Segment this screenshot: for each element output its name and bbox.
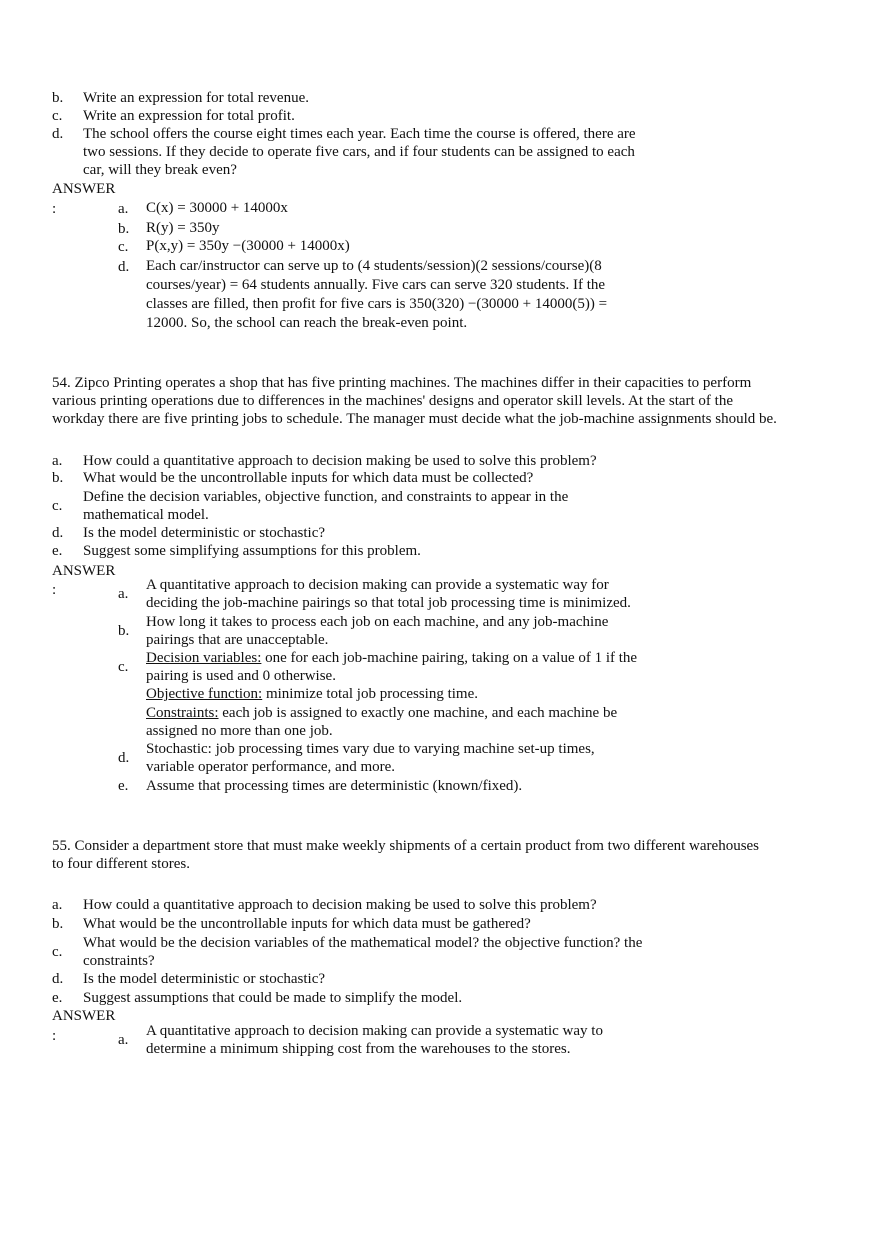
q53-item-b-text: Write an expression for total revenue. (83, 90, 309, 106)
q55-item-e-label: e. (52, 990, 63, 1006)
q53-item-d-label: d. (52, 126, 64, 142)
q53-answer-a-text: C(x) = 30000 + 14000x (146, 200, 288, 216)
q55-answer-label: ANSWER (52, 1008, 116, 1024)
q55-item-c-text: What would be the decision variables of the mathematical model? the objective function? the constraints? (83, 935, 643, 969)
decision-variables-continuation: pairing is used and 0 otherwise. (146, 668, 336, 684)
q55-item-b-label: b. (52, 916, 64, 932)
q55-item-c-label: c. (52, 944, 63, 960)
q53-answer-b-label: b. (118, 221, 130, 237)
q55-item-a-text: How could a quantitative approach to decision making be used to solve this problem? (83, 897, 597, 913)
q55-prompt: 55. Consider a department store that must make weekly shipments of a certain product from two different warehouses to four different stores. (52, 838, 760, 872)
q54-constraints-line (146, 704, 637, 722)
q53-answer-label: ANSWER (52, 181, 116, 197)
q53-item-b-label: b. (52, 90, 64, 106)
q54-item-d-label: d. (52, 525, 64, 541)
q53-answer-colon: : (52, 201, 57, 217)
q53-answer-c-label: c. (118, 239, 129, 255)
q54-item-a-label: a. (52, 453, 63, 469)
q53-item-c-text: Write an expression for total profit. (83, 108, 295, 124)
q54-prompt: 54. Zipco Printing operates a shop that has five printing machines. The machines differ in their capacities to perform various printing operations due to differences in the machines' designs and operator skill levels. At the start of the workday there are five printing jobs to schedule. The manager must decide what the job-machine assignments should be. (52, 375, 777, 427)
constraints-term: Constraints: (146, 705, 219, 721)
q55-answer-a-label: a. (118, 1032, 129, 1048)
q54-answer-d-label: d. (118, 750, 130, 766)
q54-answer-e-text: Assume that processing times are deterministic (known/fixed). (146, 778, 523, 794)
q54-answer-colon: : (52, 582, 57, 598)
decision-variables-term: Decision variables: (146, 650, 262, 666)
q55-item-e-text: Suggest assumptions that could be made to simplify the model. (83, 990, 463, 1006)
q54-item-c-text: Define the decision variables, objective function, and constraints to appear in the mathematical model. (83, 489, 569, 523)
q54-answer-label: ANSWER (52, 563, 116, 579)
q54-answer-a-text: A quantitative approach to decision making can provide a systematic way for deciding the job-machine pairings so that total job processing time is minimized. (146, 577, 631, 611)
q54-answer-b-text: How long it takes to process each job on each machine, and any job-machine pairings that are unacceptable. (146, 614, 609, 648)
objective-function-text: minimize total job processing time. (262, 686, 479, 702)
decision-variables-text: one for each job-machine pairing, taking on a value of 1 if the (261, 650, 638, 666)
q53-answer-d-text: Each car/instructor can serve up to (4 students/session)(2 sessions/course)(8 courses/year) = 64 students annually. Five cars can serve 320 students. If the classes are filled, then profit for five cars is 350(320) −(30000 + 14000(5)) = 12000. So, the school can reach the break-even point. (146, 258, 608, 331)
q54-item-d-text: Is the model deterministic or stochastic? (83, 525, 326, 541)
q55-item-a-label: a. (52, 897, 63, 913)
q53-answer-c-text: P(x,y) = 350y −(30000 + 14000x) (146, 238, 350, 254)
q54-item-b-label: b. (52, 470, 64, 486)
q54-answer-c-label: c. (118, 659, 129, 675)
constraints-text: each job is assigned to exactly one machine, and each machine be (218, 705, 618, 721)
q55-answer-colon: : (52, 1028, 57, 1044)
q54-item-c-label: c. (52, 498, 63, 514)
q54-answer-b-label: b. (118, 623, 130, 639)
q55-item-d-text: Is the model deterministic or stochastic? (83, 971, 326, 987)
q54-objective-function-line (146, 685, 637, 703)
q54-decision-variables-line (146, 649, 637, 667)
q53-answer-b-text: R(y) = 350y (146, 220, 220, 236)
q53-answer-a-label: a. (118, 201, 129, 217)
q54-item-e-text: Suggest some simplifying assumptions for this problem. (83, 543, 421, 559)
q53-item-c-label: c. (52, 108, 63, 124)
q55-item-b-text: What would be the uncontrollable inputs for which data must be gathered? (83, 916, 531, 932)
q54-item-e-label: e. (52, 543, 63, 559)
q54-answer-c-block (146, 649, 637, 740)
q54-answer-d-text: Stochastic: job processing times vary due to varying machine set-up times, variable operator performance, and more. (146, 741, 595, 775)
q55-answer-a-text: A quantitative approach to decision making can provide a systematic way to determine a minimum shipping cost from the warehouses to the stores. (146, 1023, 603, 1057)
q54-item-a-text: How could a quantitative approach to decision making be used to solve this problem? (83, 453, 597, 469)
q53-item-d-text: The school offers the course eight times each year. Each time the course is offered, there are two sessions. If they decide to operate five cars, and if four students can be assigned to each car, will they break even? (83, 126, 636, 178)
q55-item-d-label: d. (52, 971, 64, 987)
q54-item-b-text: What would be the uncontrollable inputs for which data must be collected? (83, 470, 534, 486)
objective-function-term: Objective function: (146, 686, 263, 702)
constraints-continuation: assigned no more than one job. (146, 723, 333, 739)
q54-answer-a-label: a. (118, 586, 129, 602)
q53-answer-d-label: d. (118, 259, 130, 275)
q54-answer-e-label: e. (118, 778, 129, 794)
